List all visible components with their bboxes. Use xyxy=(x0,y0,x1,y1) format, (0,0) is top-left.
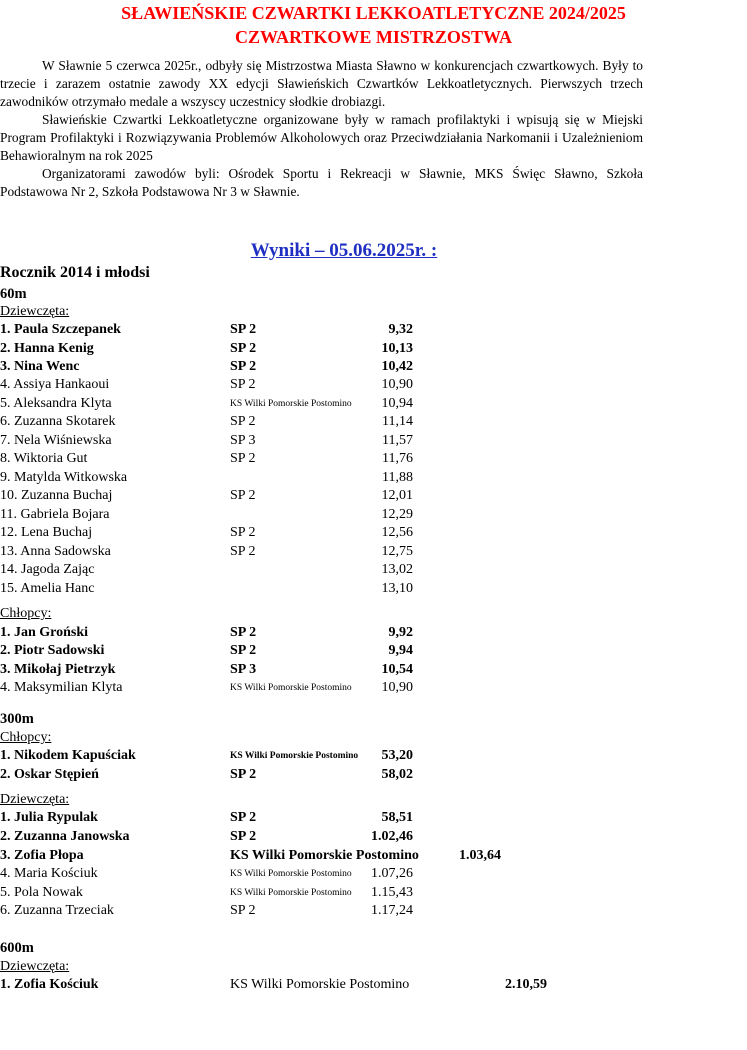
result-time: 9,32 xyxy=(388,322,413,337)
athlete-club: KS Wilki Pomorskie Postomino xyxy=(230,399,352,409)
result-time: 12,56 xyxy=(381,525,413,540)
intro-text xyxy=(0,57,643,201)
athlete-name: 10. Zuzanna Buchaj xyxy=(0,488,113,503)
result-time: 58,51 xyxy=(381,810,413,825)
result-time: 10,42 xyxy=(381,359,413,374)
result-time: 58,02 xyxy=(381,767,413,782)
athlete-club: SP 2 xyxy=(230,414,256,429)
athlete-name: 5. Pola Nowak xyxy=(0,885,83,900)
athlete-club: SP 2 xyxy=(230,341,257,356)
result-time: 1.07,26 xyxy=(371,866,413,881)
athlete-name: 14. Jagoda Zając xyxy=(0,562,95,577)
result-time: 1.02,46 xyxy=(371,829,413,844)
athlete-name: 4. Maria Kościuk xyxy=(0,866,98,881)
result-time: 9,94 xyxy=(388,643,413,658)
athlete-name: 1. Paula Szczepanek xyxy=(0,322,121,337)
athlete-club: SP 2 xyxy=(230,377,256,392)
result-time: 10,90 xyxy=(381,377,413,392)
athlete-club: SP 2 xyxy=(230,903,256,918)
athlete-club: SP 3 xyxy=(230,662,257,677)
result-time: 1.15,43 xyxy=(371,885,413,900)
athlete-name: 12. Lena Buchaj xyxy=(0,525,93,540)
result-time: 12,75 xyxy=(381,544,413,559)
result-time: 10,54 xyxy=(381,662,413,677)
athlete-club: SP 2 xyxy=(230,525,256,540)
athlete-club: SP 2 xyxy=(230,767,257,782)
athlete-club: SP 3 xyxy=(230,433,256,448)
results-heading: Wyniki – 05.06.2025r. : xyxy=(250,240,438,261)
group-label-girls: Dziewczęta: xyxy=(0,792,70,807)
result-time: 11,14 xyxy=(382,414,413,429)
athlete-name: 5. Aleksandra Klyta xyxy=(0,396,112,411)
athlete-name: 3. Zofia Płopa xyxy=(0,848,84,863)
athlete-name: 2. Oskar Stępień xyxy=(0,767,99,782)
athlete-name: 1. Zofia Kościuk xyxy=(0,977,99,992)
result-time: 53,20 xyxy=(381,748,413,763)
athlete-club: KS Wilki Pomorskie Postomino xyxy=(230,751,359,761)
result-time: 12,29 xyxy=(381,507,413,522)
group-label-boys: Chłopcy: xyxy=(0,606,52,621)
page-title: SŁAWIEŃSKIE CZWARTKI LEKKOATLETYCZNE 2024/2025 xyxy=(121,3,626,23)
athlete-name: 3. Nina Wenc xyxy=(0,359,80,374)
athlete-club: SP 2 xyxy=(230,625,257,640)
athlete-club: SP 2 xyxy=(230,488,256,503)
athlete-name: 2. Piotr Sadowski xyxy=(0,643,105,658)
athlete-name: 1. Nikodem Kapuściak xyxy=(0,748,136,763)
intro-paragraph: W Sławnie 5 czerwca 2025r., odbyły się Mistrzostwa Miasta Sławno w konkurencjach czwartkowych. Były to trzecie i zarazem ostatnie zawody XX edycji Sławieńskich Czwartków Lekkoatletycznych. Pierwszych trzech zawodników otrzymało medale a wszyscy uczestnicy słodkie drobiazgi. xyxy=(0,58,643,109)
event-title-600m: 600m xyxy=(0,940,34,956)
athlete-club: SP 2 xyxy=(230,829,257,844)
athlete-club: KS Wilki Pomorskie Postomino xyxy=(230,977,410,992)
athlete-club: KS Wilki Pomorskie Postomino xyxy=(230,683,352,693)
category-heading: Rocznik 2014 i młodsi xyxy=(0,264,150,281)
athlete-name: 2. Hanna Kenig xyxy=(0,341,94,356)
athlete-name: 1. Jan Groński xyxy=(0,625,89,640)
athlete-club: SP 2 xyxy=(230,359,257,374)
intro-paragraph: Sławieńskie Czwartki Lekkoatletyczne organizowane były w ramach profilaktyki i wpisują się w Miejski Program Profilaktyki i Rozwiązywania Problemów Alkoholowych oraz Przeciwdziałania Narkomanii i Uzależnieniom Behawioralnym na rok 2025 xyxy=(0,112,643,163)
result-time: 9,92 xyxy=(388,625,413,640)
athlete-name: 13. Anna Sadowska xyxy=(0,544,111,559)
athlete-name: 6. Zuzanna Trzeciak xyxy=(0,903,114,918)
page-subtitle: CZWARTKOWE MISTRZOSTWA xyxy=(235,27,512,47)
intro-paragraph: Organizatorami zawodów byli: Ośrodek Sportu i Rekreacji w Sławnie, MKS Święc Sławno, Szkoła Podstawowa Nr 2, Szkoła Podstawowa Nr 3 w Sławnie. xyxy=(0,166,643,199)
athlete-name: 8. Wiktoria Gut xyxy=(0,451,88,466)
athlete-club: KS Wilki Pomorskie Postomino xyxy=(230,888,352,898)
athlete-name: 11. Gabriela Bojara xyxy=(0,507,110,522)
result-time: 2.10,59 xyxy=(505,977,547,992)
athlete-name: 6. Zuzanna Skotarek xyxy=(0,414,116,429)
athlete-club: SP 2 xyxy=(230,451,256,466)
result-time: 1.03,64 xyxy=(459,848,501,863)
result-time: 10,94 xyxy=(381,396,413,411)
athlete-name: 7. Nela Wiśniewska xyxy=(0,433,112,448)
athlete-name: 9. Matylda Witkowska xyxy=(0,470,128,485)
result-time: 1.17,24 xyxy=(371,903,413,918)
group-label-girls: Dziewczęta: xyxy=(0,304,70,319)
athlete-club: SP 2 xyxy=(230,544,256,559)
result-time: 13,02 xyxy=(381,562,413,577)
result-time: 11,57 xyxy=(382,433,413,448)
athlete-club: SP 2 xyxy=(230,810,257,825)
athlete-name: 4. Assiya Hankaoui xyxy=(0,377,110,392)
athlete-name: 15. Amelia Hanc xyxy=(0,581,95,596)
result-time: 11,76 xyxy=(382,451,413,466)
athlete-club: SP 2 xyxy=(230,322,257,337)
athlete-name: 4. Maksymilian Klyta xyxy=(0,680,123,695)
event-title-300m: 300m xyxy=(0,711,34,727)
athlete-name: 1. Julia Rypulak xyxy=(0,810,98,825)
athlete-club: KS Wilki Pomorskie Postomino xyxy=(230,848,419,863)
athlete-name: 3. Mikołaj Pietrzyk xyxy=(0,662,116,677)
result-time: 10,90 xyxy=(381,680,413,695)
event-title-60m: 60m xyxy=(0,286,27,302)
result-time: 10,13 xyxy=(381,341,413,356)
group-label-girls: Dziewczęta: xyxy=(0,959,70,974)
athlete-club: SP 2 xyxy=(230,643,257,658)
result-time: 13,10 xyxy=(381,581,413,596)
result-time: 11,88 xyxy=(382,470,413,485)
result-time: 12,01 xyxy=(381,488,413,503)
athlete-name: 2. Zuzanna Janowska xyxy=(0,829,130,844)
group-label-boys: Chłopcy: xyxy=(0,730,52,745)
athlete-club: KS Wilki Pomorskie Postomino xyxy=(230,869,352,879)
